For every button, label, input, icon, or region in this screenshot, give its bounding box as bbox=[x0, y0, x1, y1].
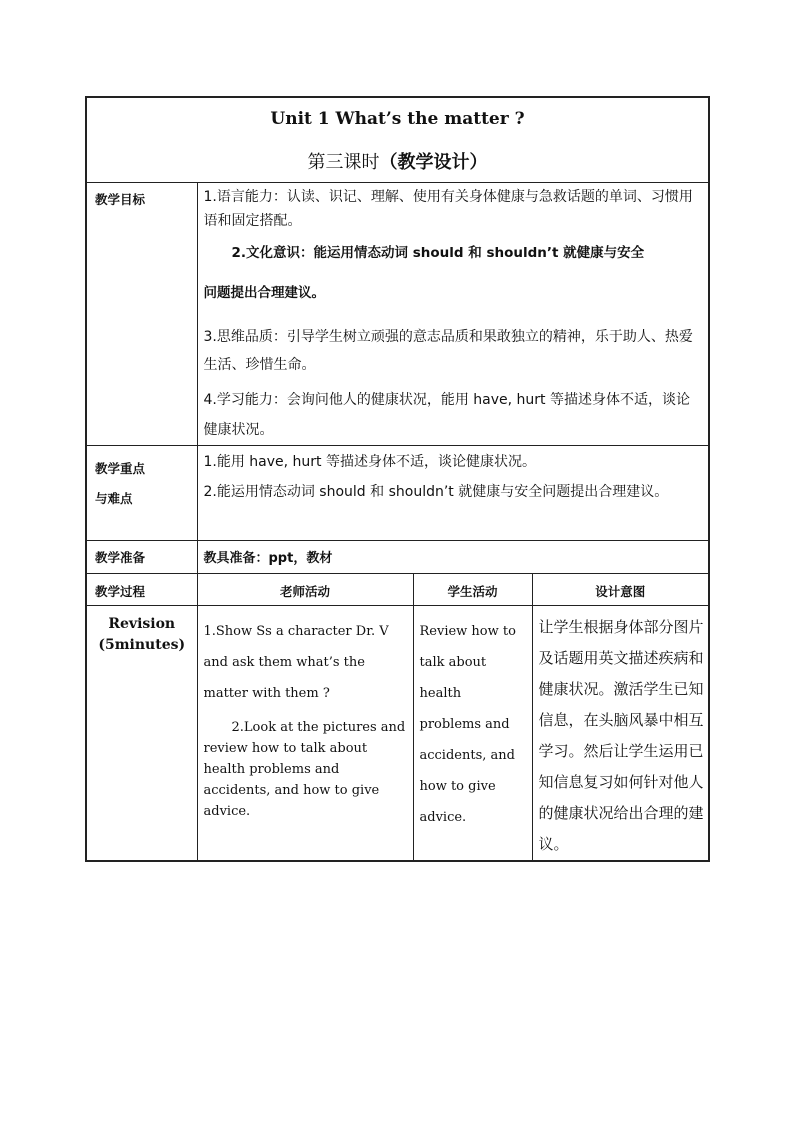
lesson-type: （教学设计） bbox=[379, 152, 488, 173]
keypoints-label-1: 教学重点 bbox=[95, 461, 146, 476]
teacher-activity-header: 老师活动 bbox=[197, 574, 413, 606]
revision-teacher-activity bbox=[197, 606, 413, 862]
goal-culture: 2.文化意识：能运用情态动词 should 和 shouldn’t 就健康与安全 bbox=[231, 245, 645, 261]
prep-label: 教学准备 bbox=[95, 550, 146, 565]
unit-title: Unit 1 What’s the matter ? bbox=[270, 109, 525, 129]
revision-label: Revision bbox=[108, 616, 176, 632]
goals-label-cell bbox=[86, 183, 197, 446]
prep-label-cell bbox=[86, 541, 197, 574]
goals-label: 教学目标 bbox=[95, 192, 146, 207]
process-label: 教学过程 bbox=[86, 574, 197, 606]
goals-content bbox=[197, 183, 709, 446]
student-activity-header: 学生活动 bbox=[413, 574, 532, 606]
goal-language: 1.语言能力：认读、识记、理解、使用有关身体健康与急救话题的单词、习惯用语和固定搭配。 bbox=[203, 189, 693, 229]
revision-stage bbox=[86, 606, 197, 862]
title-cell bbox=[86, 97, 709, 183]
keypoint-1: 1.能用 have, hurt 等描述身体不适，谈论健康状况。 bbox=[203, 454, 536, 470]
keypoints-label-2: 与难点 bbox=[95, 491, 133, 506]
revision-duration: (5minutes) bbox=[98, 637, 186, 653]
keypoints-label-cell bbox=[86, 446, 197, 541]
teacher-step-2-text: 2.Look at the pictures and review how to talk about health problems and accidents, and how to give advice. bbox=[203, 720, 406, 819]
lesson-number: 第三课时 bbox=[307, 152, 380, 173]
lesson-subtitle bbox=[87, 148, 708, 174]
goal-culture-cont: 问题提出合理建议。 bbox=[203, 285, 325, 301]
teacher-step-2 bbox=[204, 717, 407, 822]
keypoint-2: 2.能运用情态动词 should 和 shouldn’t 就健康与安全问题提出合理建议。 bbox=[203, 484, 669, 500]
lesson-plan-table bbox=[85, 96, 710, 862]
design-intent-header: 设计意图 bbox=[532, 574, 709, 606]
keypoints-content bbox=[197, 446, 709, 541]
teacher-step-1: 1.Show Ss a character Dr. V and ask them what’s the matter with them ? bbox=[203, 624, 389, 701]
goal-thinking: 3.思维品质：引导学生树立顽强的意志品质和果敢独立的精神，乐于助人、热爱生活、珍惜生命。 bbox=[203, 329, 693, 373]
goal-learning: 4.学习能力：会询问他人的健康状况，能用 have, hurt 等描述身体不适，谈论健康状况。 bbox=[203, 392, 690, 438]
revision-student-activity: Review how to talk about health problems and accidents, and how to give advice. bbox=[413, 606, 532, 862]
prep-content: 教具准备：ppt，教材 bbox=[197, 541, 709, 574]
revision-design-intent: 让学生根据身体部分图片及话题用英文描述疾病和健康状况。激活学生已知信息，在头脑风暴中相互学习。然后让学生运用已知信息复习如何针对他人的健康状况给出合理的建议。 bbox=[532, 606, 709, 862]
lesson-plan-document bbox=[85, 96, 708, 862]
